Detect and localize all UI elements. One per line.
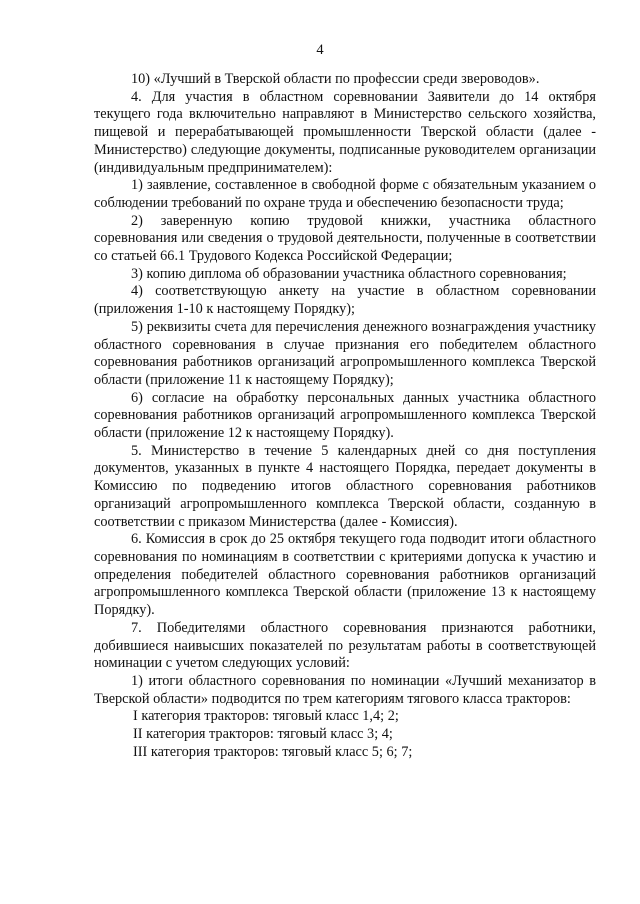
tractor-category-3: III категория тракторов: тяговый класс 5; 6; 7; <box>133 743 413 760</box>
paragraph-doc-5: 5) реквизиты счета для перечисления денежного вознаграждения участнику областного соревнования в случае признания его победителем областного соревнования работников организаций агропромышленного комплекса Тверской области (приложение 11 к настоящему Порядку); <box>94 318 596 388</box>
paragraph-doc-4: 4) соответствующую анкету на участие в областном соревновании (приложения 1-10 к настоящему Порядку); <box>94 283 596 318</box>
paragraph-clause-5: 5. Министерство в течение 5 календарных дней со дня поступления документов, указанных в пункте 4 настоящего Порядка, передает документы в Комиссию по подведению итогов областного соревнования работников организаций агропромышленного комплекса Тверской области, созданную в соответствии с приказом Министерства (далее - Комиссия). <box>94 442 596 530</box>
paragraph-item-10: 10) «Лучший в Тверской области по профессии среди звероводов». <box>131 71 540 87</box>
tractor-category-2: II категория тракторов: тяговый класс 3; 4; <box>133 726 393 743</box>
paragraph-clause-7: 7. Победителями областного соревнования признаются работники, добившиеся наивысших показателей по результатам работы в соответствующей номинации с учетом следующих условий: <box>94 619 596 672</box>
paragraph-clause-4: 4. Для участия в областном соревновании Заявители до 14 октября текущего года включительно направляют в Министерство сельского хозяйства, пищевой и перерабатывающей промышленности Тверской области (далее - Министерство) следующие документы, подписанные руководителем организации (индивидуальным предпринимателем): <box>94 88 596 176</box>
paragraph-doc-2: 2) заверенную копию трудовой книжки, участника областного соревнования или сведения о трудовой деятельности, полученные в соответствии со статьей 66.1 Трудового Кодекса Российской Федерации; <box>94 212 596 265</box>
tractor-category-1: I категория тракторов: тяговый класс 1,4; 2; <box>133 708 399 725</box>
document-body <box>94 71 596 761</box>
paragraph-doc-3: 3) копию диплома об образовании участника областного соревнования; <box>131 265 567 282</box>
paragraph-doc-1: 1) заявление, составленное в свободной форме с обязательным указанием о соблюдении требований по охране труда и обеспечению безопасности труда; <box>94 177 596 211</box>
paragraph-clause-6: 6. Комиссия в срок до 25 октября текущего года подводит итоги областного соревнования по номинациям в соответствии с критериями допуска к участию и определения победителей областного соревнования работников организаций агропромышленного комплекса Тверской области (приложение 13 к настоящему Порядку). <box>94 531 596 619</box>
page-number: 4 <box>316 42 324 58</box>
paragraph-condition-1: 1) итоги областного соревнования по номинации «Лучший механизатор в Тверской области» подводится по трем категориям тягового класса тракторов: <box>94 672 596 707</box>
paragraph-doc-6: 6) согласие на обработку персональных данных участника областного соревнования работников организаций агропромышленного комплекса Тверской области (приложение 12 к настоящему Порядку). <box>94 389 596 442</box>
